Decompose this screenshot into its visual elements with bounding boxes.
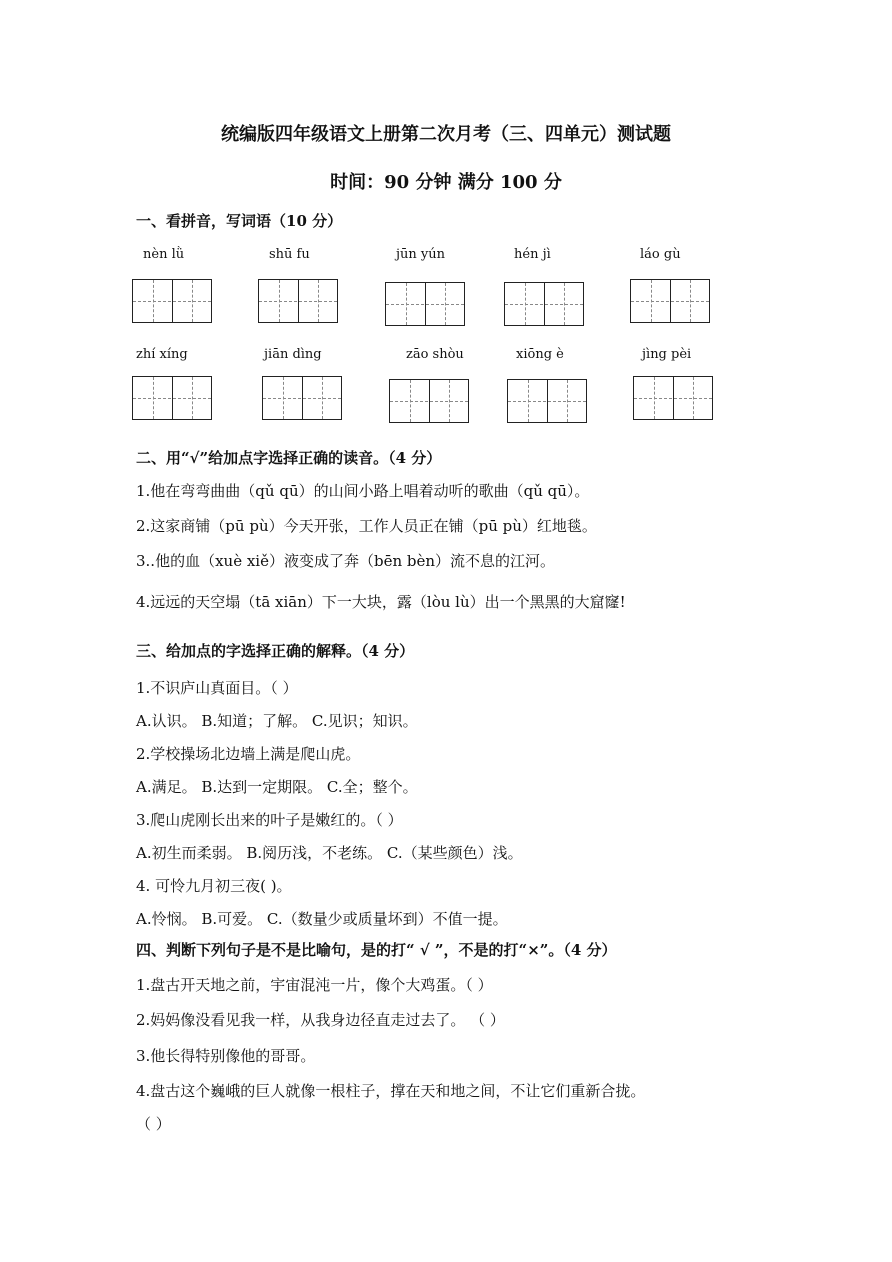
question-line: 2.学校操场北边墙上满是爬山虎。 xyxy=(136,745,361,763)
pinyin-label: shū fu xyxy=(269,247,310,262)
pinyin-label: nèn lǜ xyxy=(143,247,185,262)
options-line: A.认识。 B.知道；了解。 C.见识；知识。 xyxy=(136,712,418,730)
question-line: 3..他的血（xuè xiě）液变成了奔（bēn bèn）流不息的江河。 xyxy=(136,552,556,570)
options-line: A.满足。 B.达到一定期限。 C.全；整个。 xyxy=(136,778,418,796)
pinyin-label: zhí xíng xyxy=(136,347,188,362)
writing-grid[interactable] xyxy=(258,279,338,323)
writing-grid[interactable] xyxy=(507,379,587,423)
answer-blank[interactable]: （ ） xyxy=(136,1115,171,1133)
question-line: 1.不识庐山真面目。（ ） xyxy=(136,679,298,697)
pinyin-label: xiōng è xyxy=(516,347,564,362)
writing-grid[interactable] xyxy=(262,376,342,420)
question-line: 1.他在弯弯曲曲（qǔ qū）的山间小路上唱着动听的歌曲（qǔ qū）。 xyxy=(136,482,590,500)
question-line: 4.盘古这个巍峨的巨人就像一根柱子，撑在天和地之间，不让它们重新合拢。 xyxy=(136,1082,646,1100)
writing-grid[interactable] xyxy=(630,279,710,323)
question-line: 3.他长得特别像他的哥哥。 xyxy=(136,1047,316,1065)
document-subtitle: 时间：90 分钟 满分 100 分 xyxy=(330,172,562,193)
question-line: 1.盘古开天地之前，宇宙混沌一片，像个大鸡蛋。（ ） xyxy=(136,976,493,994)
writing-grid[interactable] xyxy=(132,376,212,420)
pinyin-label: jìng pèi xyxy=(642,347,692,362)
section4-heading: 四、判断下列句子是不是比喻句，是的打“ √ ”，不是的打“×”。（4 分） xyxy=(136,941,617,959)
pinyin-label: zāo shòu xyxy=(406,347,464,362)
pinyin-label: láo gù xyxy=(640,247,681,262)
section3-heading: 三、给加点的字选择正确的解释。（4 分） xyxy=(136,642,415,660)
question-line: 2.这家商铺（pū pù）今天开张，工作人员正在铺（pū pù）红地毯。 xyxy=(136,517,597,535)
question-line: 4.远远的天空塌（tā xiān）下一大块，露（lòu lù）出一个黑黑的大窟窿! xyxy=(136,593,626,611)
question-line: 3.爬山虎刚长出来的叶子是嫩红的。（ ） xyxy=(136,811,403,829)
options-line: A.初生而柔弱。 B.阅历浅，不老练。 C.（某些颜色）浅。 xyxy=(136,844,523,862)
pinyin-label: jiān dìng xyxy=(264,347,322,362)
pinyin-label: hén jì xyxy=(514,247,551,262)
writing-grid[interactable] xyxy=(504,282,584,326)
writing-grid[interactable] xyxy=(633,376,713,420)
section2-heading: 二、用“√”给加点字选择正确的读音。（4 分） xyxy=(136,449,442,467)
options-line: A.怜悯。 B.可爱。 C.（数量少或质量坏到）不值一提。 xyxy=(136,910,508,928)
section1-heading: 一、看拼音，写词语（10 分） xyxy=(136,212,343,230)
document-title: 统编版四年级语文上册第二次月考（三、四单元）测试题 xyxy=(221,124,671,145)
writing-grid[interactable] xyxy=(385,282,465,326)
writing-grid[interactable] xyxy=(132,279,212,323)
pinyin-label: jūn yún xyxy=(396,247,445,262)
question-line: 2.妈妈像没看见我一样，从我身边径直走过去了。 （ ） xyxy=(136,1011,505,1029)
question-line: 4. 可怜九月初三夜( )。 xyxy=(136,877,292,895)
writing-grid[interactable] xyxy=(389,379,469,423)
